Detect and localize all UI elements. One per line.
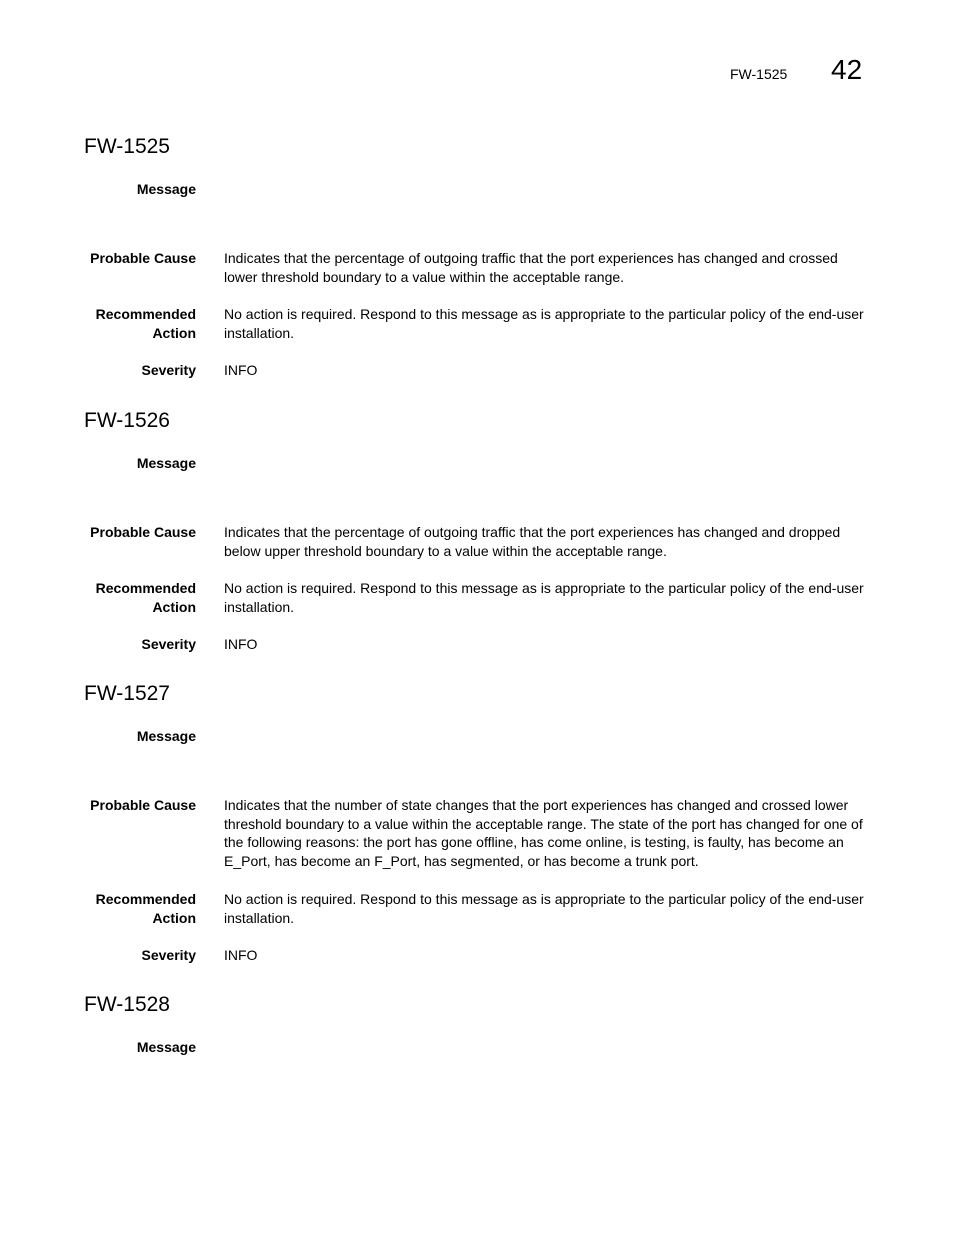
recommended-action-text: No action is required. Respond to this message as is appropriate to the particular policy of the end-user installation. [224, 306, 864, 341]
probable-cause-text: Indicates that the percentage of outgoing traffic that the port experiences has changed and crossed lower threshold boundary to a value within the acceptable range. [224, 250, 838, 285]
severity-label: Severity [141, 362, 196, 378]
message-label: Message [136, 181, 196, 197]
header-message-id: FW-1525 [730, 66, 788, 82]
recommended-action-text: No action is required. Respond to this message as is appropriate to the particular policy of the end-user installation. [224, 580, 864, 615]
message-label: Message [136, 728, 196, 744]
severity-value: INFO [224, 636, 258, 652]
recommended-label-line: Recommended [95, 306, 196, 322]
probable-cause-label: Probable Cause [90, 524, 196, 540]
action-label-line: Action [152, 599, 196, 615]
probable-cause-label: Probable Cause [90, 250, 196, 266]
severity-value: INFO [224, 362, 258, 378]
message-label: Message [136, 455, 196, 471]
section-title: FW-1526 [84, 409, 170, 432]
probable-cause-text: Indicates that the number of state changes that the port experiences has changed and crossed lower threshold boundary to a value within the acceptable range. The state of the port has changed for one of the following reasons: the port has gone offline, has come online, is testing, is faulty, has become an E_Port, has become an F_Port, has segmented, or has become a trunk port. [224, 797, 863, 870]
recommended-action-label [96, 890, 196, 928]
recommended-label-line: Recommended [95, 891, 196, 907]
chapter-number: 42 [831, 54, 863, 85]
section-title: FW-1528 [84, 993, 170, 1016]
section-title: FW-1525 [84, 135, 170, 158]
probable-cause-text: Indicates that the percentage of outgoing traffic that the port experiences has changed and dropped below upper threshold boundary to a value within the acceptable range. [224, 524, 841, 559]
recommended-action-label [96, 305, 196, 343]
action-label-line: Action [152, 910, 196, 926]
severity-label: Severity [141, 947, 196, 963]
severity-label: Severity [141, 636, 196, 652]
recommended-action-label [96, 579, 196, 617]
probable-cause-label: Probable Cause [90, 797, 196, 813]
section-title: FW-1527 [84, 682, 170, 705]
message-label: Message [136, 1039, 196, 1055]
recommended-action-text: No action is required. Respond to this message as is appropriate to the particular policy of the end-user installation. [224, 891, 864, 926]
action-label-line: Action [152, 325, 196, 341]
severity-value: INFO [224, 947, 258, 963]
recommended-label-line: Recommended [95, 580, 196, 596]
